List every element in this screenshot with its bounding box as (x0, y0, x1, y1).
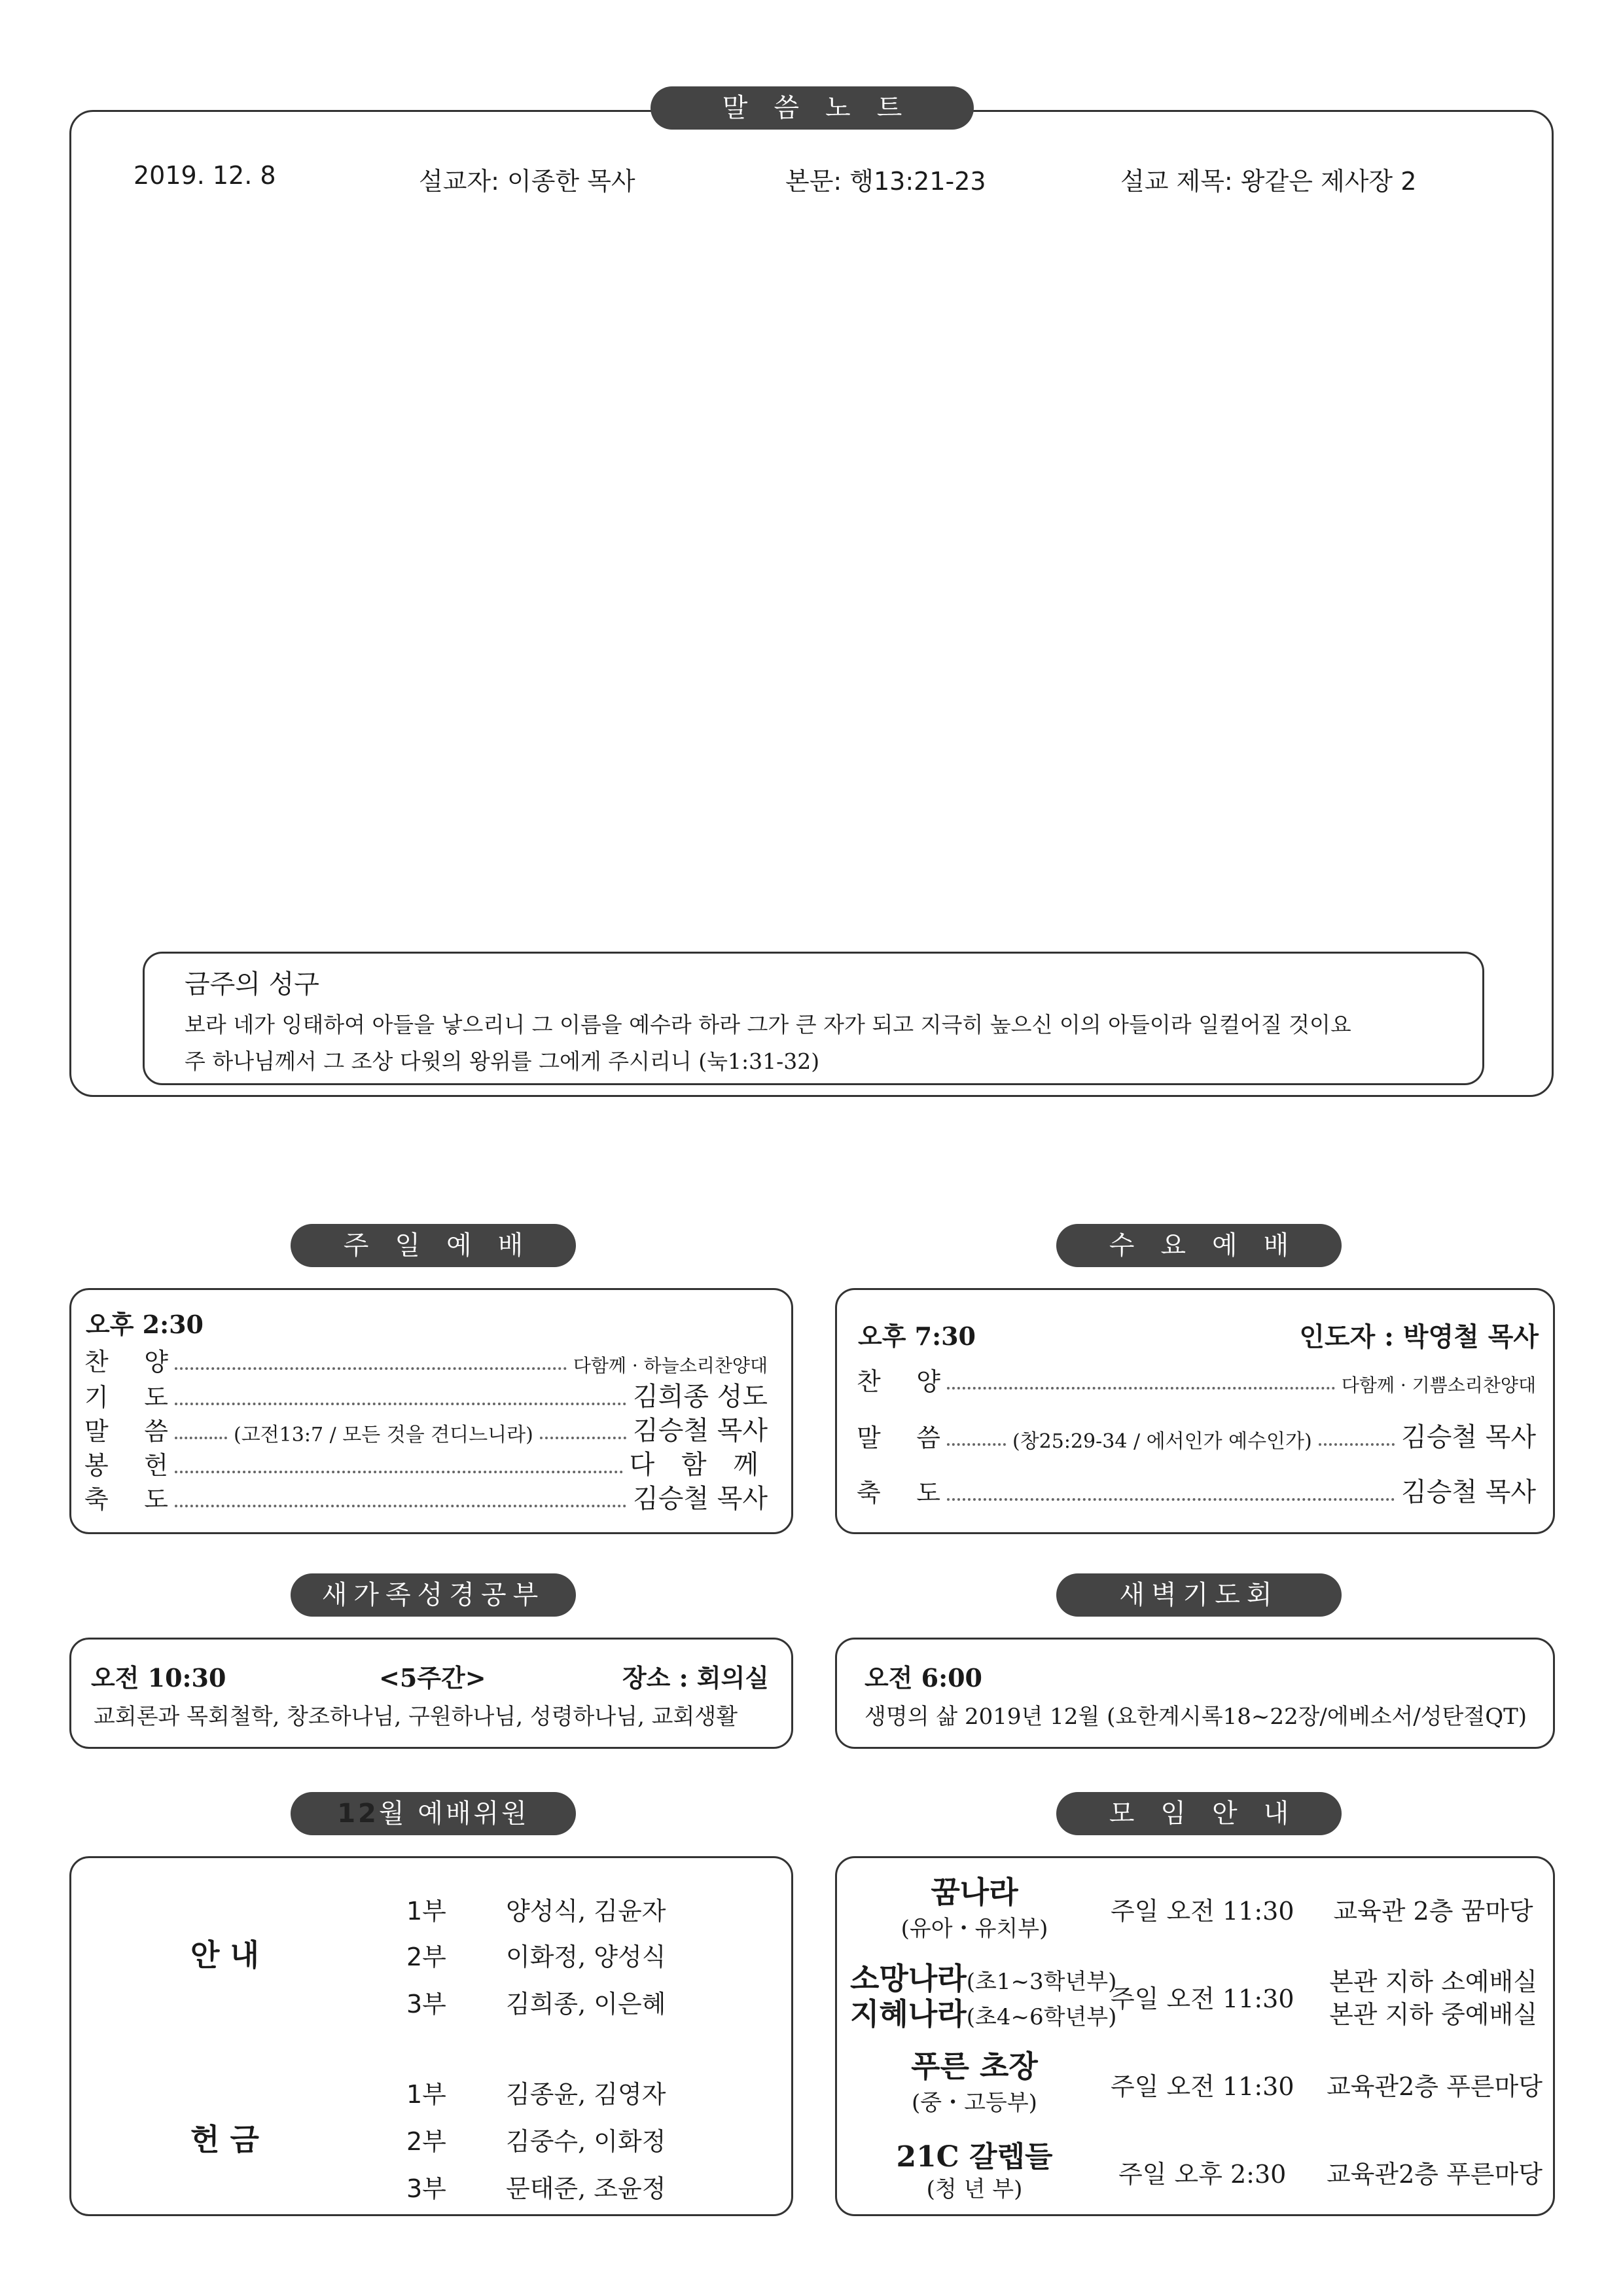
staff-group-offering: 헌 금 (190, 2122, 259, 2157)
dawn-prayer-detail: 생명의 삶 2019년 12월 (요한계시록18~22장/에베소서/성탄절QT) (865, 1704, 1527, 1730)
meeting-name-hopeland: 소망나라(초1~3학년부) (850, 1961, 1117, 1996)
staff-usher-names-3: 김희종, 이은혜 (506, 1990, 666, 2018)
december-staff-box (69, 1856, 793, 2216)
december-staff-title-rest: 월 예배위원 (378, 1799, 529, 1829)
sunday-row-0: 찬 양 다함께 · 하늘소리찬양대 (84, 1348, 768, 1376)
meeting-name-dreamland: 꿈나라 (931, 1874, 1018, 1910)
meetings-title: 모임안내 (1056, 1792, 1342, 1835)
meeting-time-caleb: 주일 오후 2:30 (1118, 2160, 1287, 2189)
sunday-row-1: 기 도 김희종 성도 (84, 1382, 768, 1412)
dawn-prayer-box (835, 1638, 1555, 1749)
sermon-note-box (69, 110, 1554, 1097)
staff-usher-names-2: 이화정, 양성식 (506, 1943, 666, 1971)
wednesday-row-0: 찬 양 다함께 · 기쁨소리찬양대 (857, 1367, 1536, 1396)
wednesday-worship-leader: 인도자 : 박영철 목사 (1299, 1321, 1539, 1352)
meeting-time-greenpasture: 주일 오전 11:30 (1111, 2072, 1294, 2101)
sermon-text: 본문: 행13:21-23 (785, 167, 986, 196)
meeting-sub-caleb: (청 년 부) (926, 2176, 1023, 2202)
sermon-title: 설교 제목: 왕같은 제사장 2 (1120, 167, 1417, 196)
sunday-worship-time: 오후 2:30 (86, 1310, 204, 1339)
dawn-prayer-time: 오전 6:00 (865, 1663, 982, 1693)
wednesday-worship-time: 오후 7:30 (858, 1321, 976, 1351)
staff-offering-part-2: 2부 (406, 2127, 446, 2156)
meeting-name-wisdomland: 지혜나라(초4~6학년부) (850, 1996, 1117, 2032)
dawn-prayer-title: 새벽기도회 (1056, 1573, 1342, 1617)
december-staff-title (291, 1792, 576, 1835)
family-bible-time: 오전 10:30 (91, 1663, 226, 1693)
staff-usher-part-2: 2부 (406, 1943, 446, 1971)
staff-group-usher: 안 내 (190, 1937, 259, 1973)
wednesday-row-2: 축 도 김승철 목사 (857, 1477, 1536, 1507)
staff-usher-part-1: 1부 (406, 1897, 446, 1926)
sunday-row-3: 봉 헌 다 함 께 (84, 1450, 768, 1480)
family-bible-title: 새가족성경공부 (291, 1573, 576, 1617)
meeting-place-dreamland: 교육관 2층 꿈마당 (1333, 1897, 1533, 1926)
meetings-box (835, 1856, 1555, 2216)
family-bible-box (69, 1638, 793, 1749)
family-bible-weeks: <5주간> (379, 1663, 486, 1693)
staff-offering-part-3: 3부 (406, 2174, 446, 2203)
sermon-date: 2019. 12. 8 (134, 161, 276, 190)
december-staff-title-num: 12 (337, 1799, 379, 1829)
sunday-row-4: 축 도 김승철 목사 (84, 1484, 768, 1514)
wednesday-worship-box (835, 1288, 1555, 1534)
meeting-place-greenpasture: 교육관2층 푸른마당 (1327, 2072, 1543, 2101)
family-bible-place: 장소 : 회의실 (622, 1663, 769, 1693)
meeting-name-greenpasture: 푸른 초장 (911, 2049, 1038, 2084)
sermon-note-title: 말씀노트 (651, 86, 974, 130)
staff-offering-names-3: 문태준, 조윤정 (506, 2174, 666, 2203)
meeting-time-dreamland: 주일 오전 11:30 (1111, 1897, 1294, 1926)
meeting-sub-greenpasture: (중・고등부) (912, 2090, 1037, 2116)
staff-usher-part-3: 3부 (406, 1990, 446, 2018)
meeting-place-hopeland: 본관 지하 소예배실 (1329, 1967, 1537, 1996)
wednesday-row-1: 말 씀 (창25:29-34 / 에서인가 예수인가) 김승철 목사 (857, 1422, 1536, 1453)
weekly-verse-heading: 금주의 성구 (185, 969, 319, 999)
sunday-row-2: 말 씀 (고전13:7 / 모든 것을 견디느니라) 김승철 목사 (84, 1416, 768, 1446)
staff-usher-names-1: 양성식, 김윤자 (506, 1897, 666, 1926)
staff-offering-part-1: 1부 (406, 2080, 446, 2109)
weekly-verse-line1: 보라 네가 잉태하여 아들을 낳으리니 그 이름을 예수라 하라 그가 큰 자가 되고 지극히 높으신 이의 아들이라 일컬어질 것이요 (185, 1012, 1351, 1037)
family-bible-topics: 교회론과 목회철학, 창조하나님, 구원하나님, 성령하나님, 교회생활 (94, 1704, 738, 1730)
sermon-preacher: 설교자: 이종한 목사 (419, 167, 635, 196)
sunday-worship-title: 주일예배 (291, 1224, 576, 1267)
wednesday-worship-title: 수요예배 (1056, 1224, 1342, 1267)
weekly-verse-line2: 주 하나님께서 그 조상 다윗의 왕위를 그에게 주시리니 (눅1:31-32) (185, 1049, 820, 1074)
staff-offering-names-2: 김중수, 이화정 (506, 2127, 666, 2156)
sunday-worship-box (69, 1288, 793, 1534)
staff-offering-names-1: 김종윤, 김영자 (506, 2080, 666, 2109)
meeting-sub-dreamland: (유아・유치부) (901, 1916, 1048, 1942)
meeting-name-caleb: 21C 갈렙들 (896, 2140, 1053, 2174)
meeting-place-wisdomland: 본관 지하 중예배실 (1329, 2000, 1537, 2029)
meeting-time-hopeland: 주일 오전 11:30 (1111, 1984, 1294, 2013)
meeting-place-caleb: 교육관2층 푸른마당 (1327, 2160, 1543, 2189)
